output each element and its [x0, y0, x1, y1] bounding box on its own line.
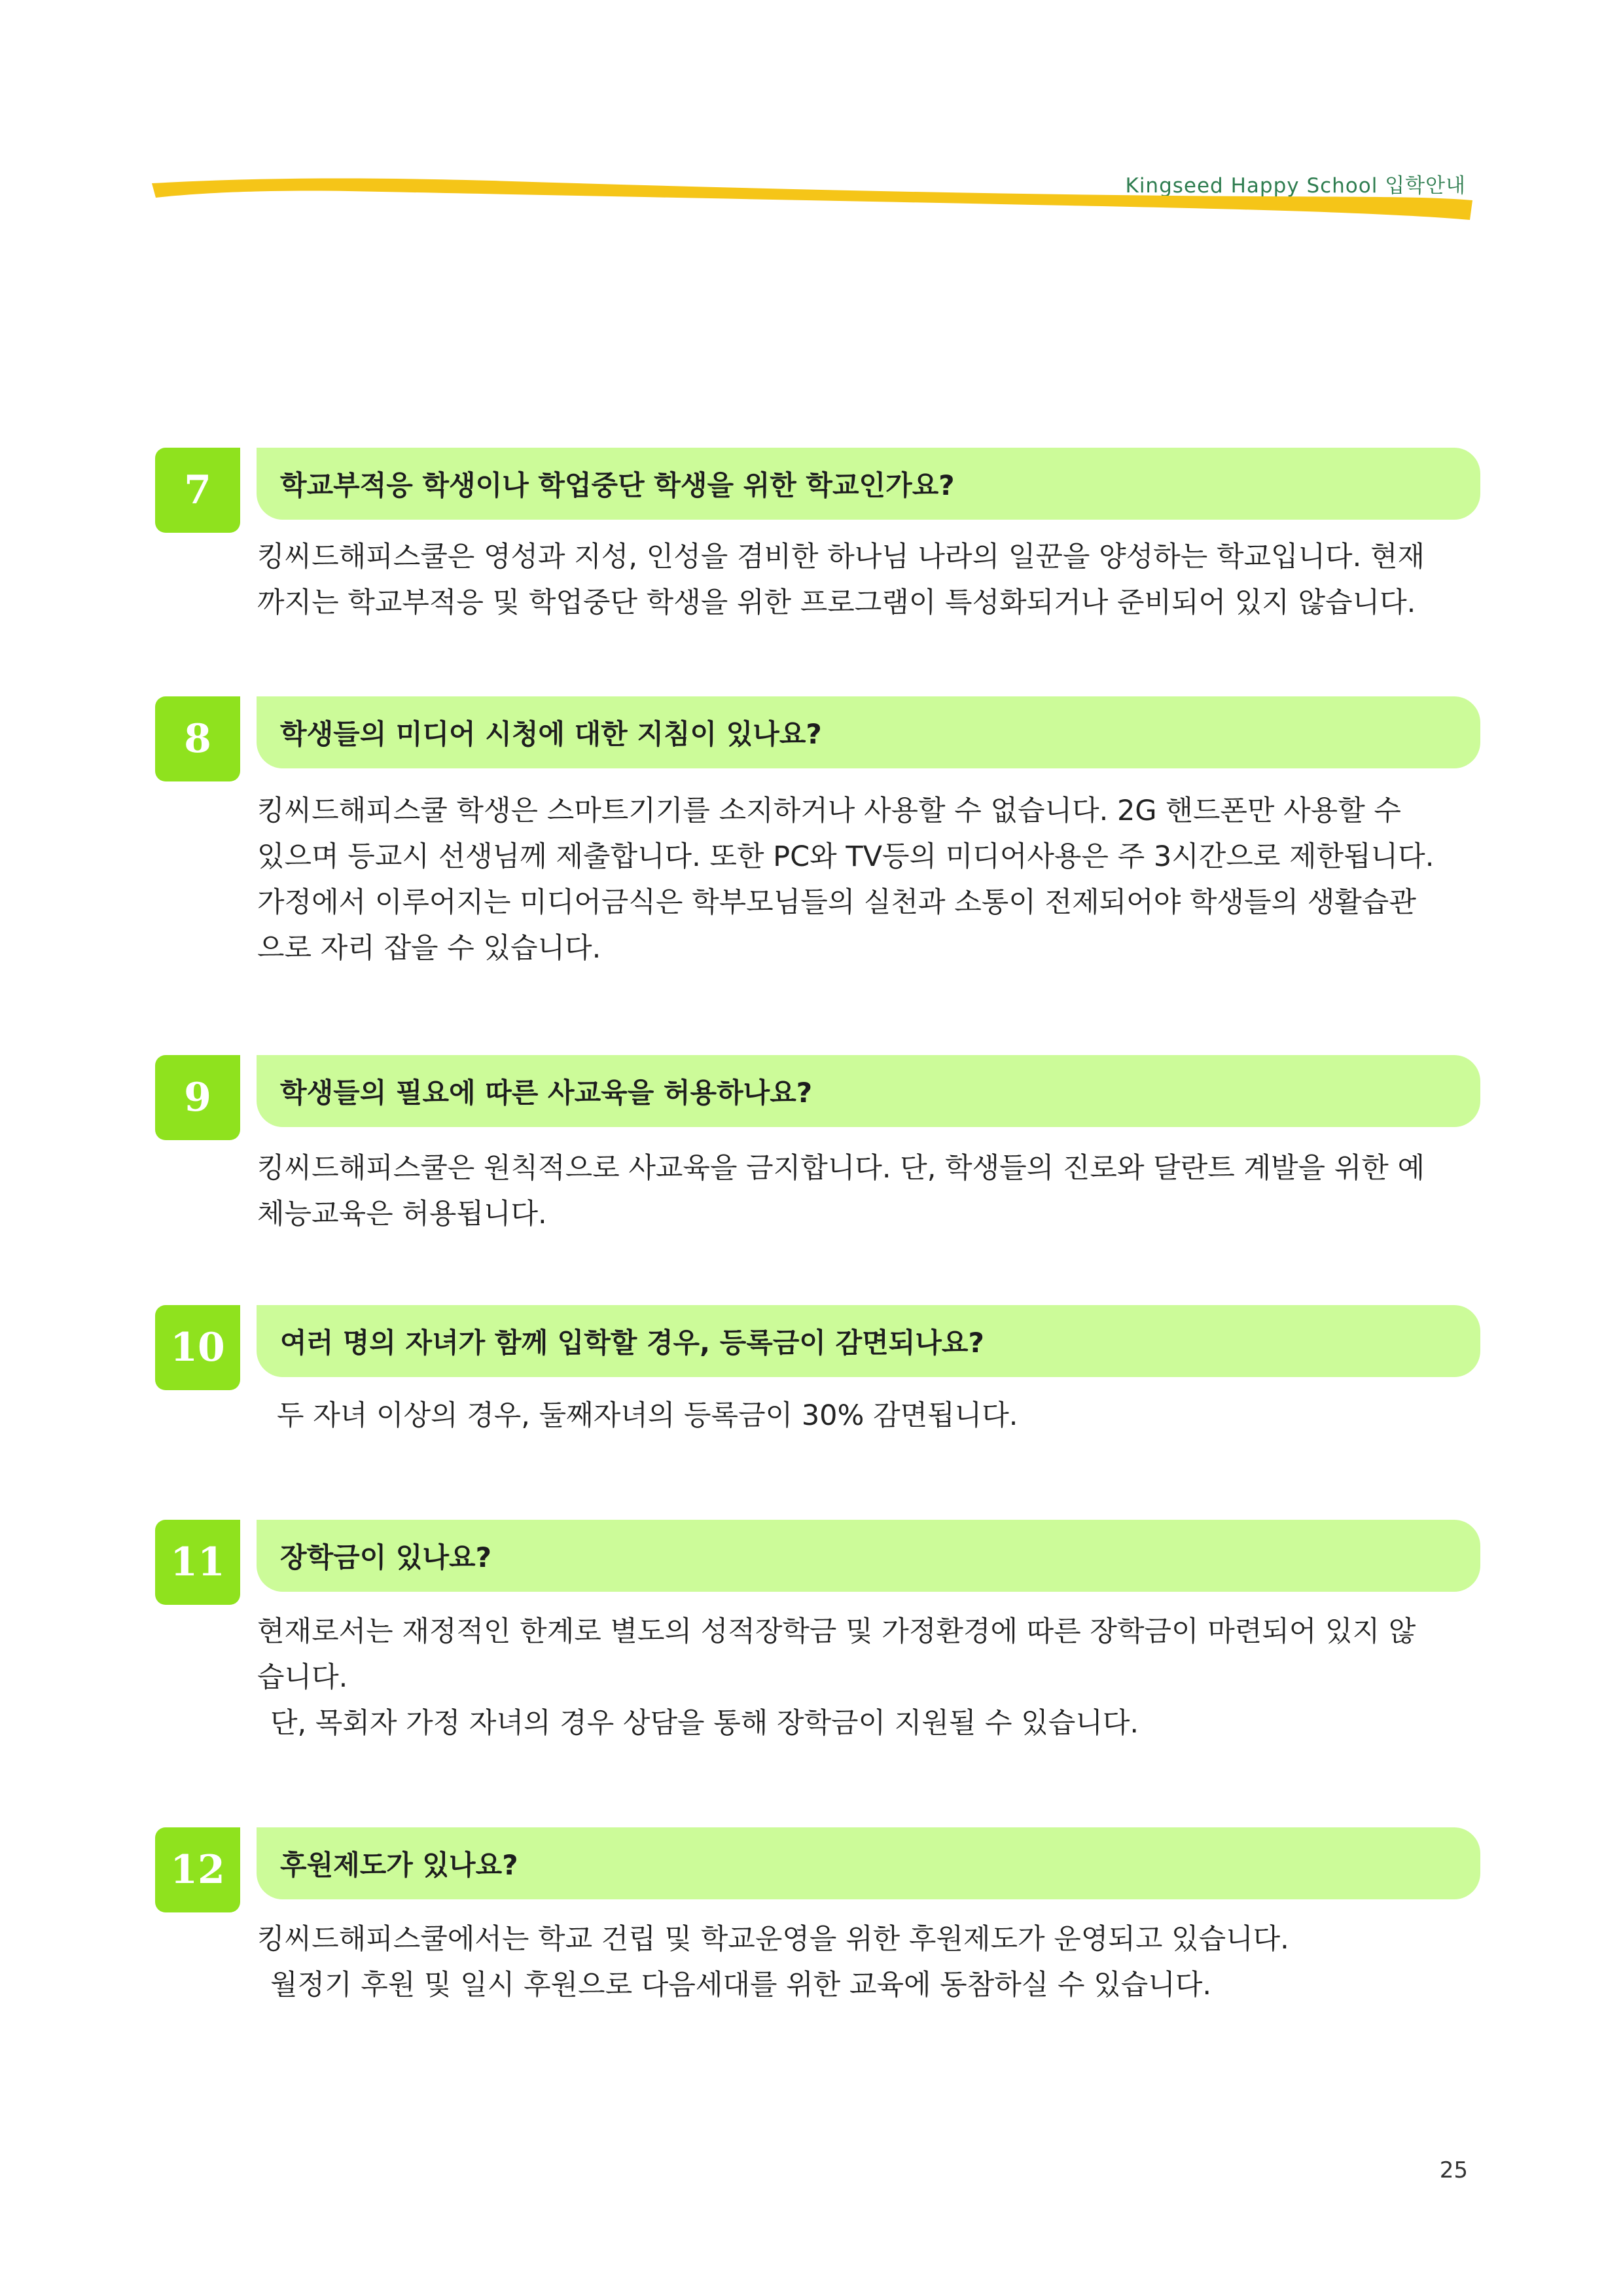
faq-question-bar: [257, 696, 1480, 768]
answer-line: 습니다.: [257, 1661, 348, 1694]
faq-answer: [257, 788, 1481, 971]
faq-question-bar: [257, 1055, 1480, 1127]
faq-question-bar: [257, 1827, 1480, 1899]
faq-question: 학생들의 미디어 시청에 대한 지침이 있나요?: [280, 718, 822, 750]
answer-line: 킹씨드해피스쿨은 원칙적으로 사교육을 금지합니다. 단, 학생들의 진로와 달란트 계발을 위한 예: [257, 1152, 1425, 1185]
answer-line: 체능교육은 허용됩니다.: [257, 1198, 547, 1230]
faq-question: 학생들의 필요에 따른 사교육을 허용하나요?: [280, 1077, 813, 1109]
answer-line: 현재로서는 재정적인 한계로 별도의 성적장학금 및 가정환경에 따른 장학금이 마련되어 있지 않: [257, 1615, 1416, 1648]
faq-number-badge: 8: [155, 696, 240, 781]
faq-number-badge: 10: [155, 1305, 240, 1390]
answer-line: 있으며 등교시 선생님께 제출합니다. 또한 PC와 TV등의 미디어사용은 주 3시간으로 제한됩니다.: [257, 840, 1435, 873]
faq-number-badge: 12: [155, 1827, 240, 1912]
answer-line: 킹씨드해피스쿨 학생은 스마트기기를 소지하거나 사용할 수 없습니다. 2G 핸드폰만 사용할 수: [257, 795, 1401, 827]
faq-answer: [257, 534, 1481, 626]
faq-question-bar: [257, 448, 1480, 520]
header-stripe: [152, 177, 1472, 229]
faq-question-bar: [257, 1305, 1480, 1377]
page-number: 25: [1439, 2157, 1468, 2183]
header-title: Kingseed Happy School 입학안내: [1125, 174, 1466, 198]
faq-answer: [257, 1393, 1481, 1439]
faq-number-badge: 11: [155, 1520, 240, 1605]
faq-question: 학교부적응 학생이나 학업중단 학생을 위한 학교인가요?: [280, 469, 955, 501]
faq-answer: [257, 1609, 1481, 1746]
answer-line: 으로 자리 잡을 수 있습니다.: [257, 932, 601, 965]
faq-question: 여러 명의 자녀가 함께 입학할 경우, 등록금이 감면되나요?: [280, 1327, 984, 1359]
answer-line: 킹씨드해피스쿨은 영성과 지성, 인성을 겸비한 하나님 나라의 일꾼을 양성하는 학교입니다. 현재: [257, 541, 1425, 573]
answer-line: 단, 목회자 가정 자녀의 경우 상담을 통해 장학금이 지원될 수 있습니다.: [270, 1707, 1139, 1740]
answer-line: 킹씨드해피스쿨에서는 학교 건립 및 학교운영을 위한 후원제도가 운영되고 있습니다.: [257, 1923, 1289, 1956]
faq-question: 후원제도가 있나요?: [280, 1849, 518, 1881]
answer-line: 두 자녀 이상의 경우, 둘째자녀의 등록금이 30% 감면됩니다.: [277, 1399, 1018, 1432]
faq-number-badge: 9: [155, 1055, 240, 1140]
faq-number-badge: 7: [155, 448, 240, 533]
faq-question-bar: [257, 1520, 1480, 1592]
faq-answer: [257, 1145, 1481, 1237]
answer-line: 월정기 후원 및 일시 후원으로 다음세대를 위한 교육에 동참하실 수 있습니다.: [270, 1969, 1212, 2001]
faq-answer: [257, 1916, 1481, 2008]
faq-question: 장학금이 있나요?: [280, 1541, 491, 1573]
answer-line: 까지는 학교부적응 및 학업중단 학생을 위한 프로그램이 특성화되거나 준비되어 있지 않습니다.: [257, 586, 1416, 619]
answer-line: 가정에서 이루어지는 미디어금식은 학부모님들의 실천과 소통이 전제되어야 학생들의 생활습관: [257, 886, 1416, 919]
